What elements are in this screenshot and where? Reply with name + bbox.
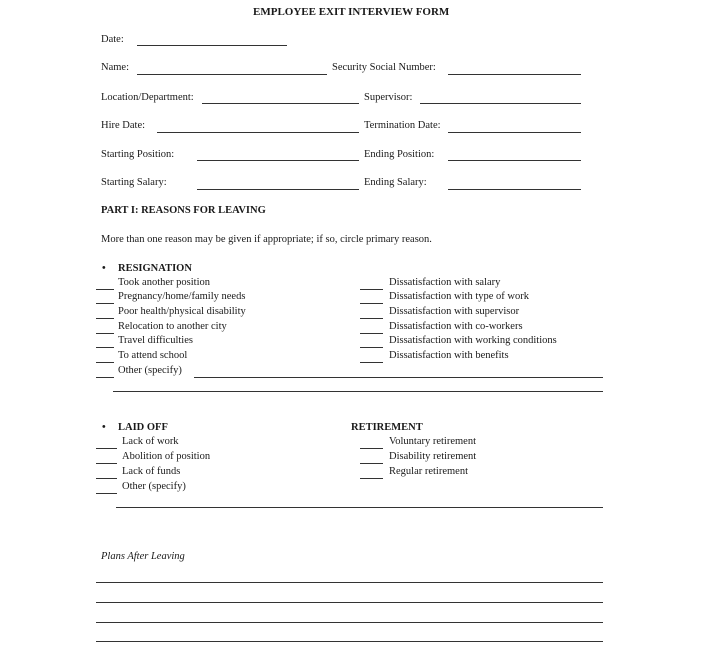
ssn-field[interactable] <box>448 74 581 75</box>
other-specify-field[interactable] <box>194 377 603 378</box>
supervisor-label: Supervisor: <box>364 92 413 103</box>
checkbox-line[interactable] <box>360 478 383 479</box>
list-item: Abolition of position <box>122 451 211 462</box>
checkbox-line[interactable] <box>360 289 383 290</box>
starting-position-label: Starting Position: <box>101 149 175 160</box>
list-item: Pregnancy/home/family needs <box>118 291 246 302</box>
checkbox-line[interactable] <box>96 493 117 494</box>
date-label: Date: <box>101 34 124 45</box>
list-item: Lack of work <box>122 436 179 447</box>
part1-heading: PART I: REASONS FOR LEAVING <box>101 205 266 216</box>
location-field[interactable] <box>202 103 359 104</box>
list-item: Dissatisfaction with supervisor <box>389 306 520 317</box>
starting-salary-field[interactable] <box>197 189 359 190</box>
bullet-icon: • <box>102 263 106 274</box>
date-field[interactable] <box>137 45 287 46</box>
starting-position-field[interactable] <box>197 160 359 161</box>
checkbox-line[interactable] <box>360 303 383 304</box>
ending-position-label: Ending Position: <box>364 149 435 160</box>
list-item: Travel difficulties <box>118 335 193 346</box>
hire-date-field[interactable] <box>157 132 359 133</box>
checkbox-line[interactable] <box>96 478 117 479</box>
list-item: Other (specify) <box>122 481 186 492</box>
retirement-heading: RETIREMENT <box>351 422 423 433</box>
list-item: Voluntary retirement <box>389 436 476 447</box>
supervisor-field[interactable] <box>420 103 581 104</box>
termination-date-label: Termination Date: <box>364 120 441 131</box>
list-item: Relocation to another city <box>118 321 227 332</box>
plans-line[interactable] <box>96 602 603 603</box>
checkbox-line[interactable] <box>96 347 114 348</box>
plans-line[interactable] <box>96 622 603 623</box>
laid-off-other-field[interactable] <box>116 507 603 508</box>
checkbox-line[interactable] <box>96 333 114 334</box>
list-item: Dissatisfaction with co-workers <box>389 321 523 332</box>
checkbox-line[interactable] <box>96 463 117 464</box>
list-item: Other (specify) <box>118 365 182 376</box>
list-item: Dissatisfaction with benefits <box>389 350 509 361</box>
list-item: Dissatisfaction with type of work <box>389 291 529 302</box>
checkbox-line[interactable] <box>96 448 117 449</box>
part1-instruction: More than one reason may be given if appropriate; if so, circle primary reason. <box>101 234 432 245</box>
resignation-heading: RESIGNATION <box>118 263 192 274</box>
ssn-label: Security Social Number: <box>332 62 436 73</box>
termination-date-field[interactable] <box>448 132 581 133</box>
list-item: Lack of funds <box>122 466 181 477</box>
ending-position-field[interactable] <box>448 160 581 161</box>
ending-salary-field[interactable] <box>448 189 581 190</box>
list-item: Regular retirement <box>389 466 469 477</box>
list-item: Took another position <box>118 277 211 288</box>
plans-line[interactable] <box>96 582 603 583</box>
checkbox-line[interactable] <box>360 347 383 348</box>
hire-date-label: Hire Date: <box>101 120 146 131</box>
checkbox-line[interactable] <box>360 463 383 464</box>
plans-heading: Plans After Leaving <box>101 551 185 562</box>
checkbox-line[interactable] <box>96 377 114 378</box>
checkbox-line[interactable] <box>360 362 383 363</box>
page-title: EMPLOYEE EXIT INTERVIEW FORM <box>253 6 450 18</box>
list-item: Poor health/physical disability <box>118 306 246 317</box>
name-field[interactable] <box>137 74 327 75</box>
other-specify-field-2[interactable] <box>113 391 603 392</box>
checkbox-line[interactable] <box>96 362 114 363</box>
list-item: To attend school <box>118 350 188 361</box>
bullet-icon: • <box>102 422 106 433</box>
location-label: Location/Department: <box>101 92 194 103</box>
ending-salary-label: Ending Salary: <box>364 177 427 188</box>
checkbox-line[interactable] <box>96 289 114 290</box>
name-label: Name: <box>101 62 129 73</box>
plans-line[interactable] <box>96 641 603 642</box>
list-item: Disability retirement <box>389 451 477 462</box>
checkbox-line[interactable] <box>360 448 383 449</box>
checkbox-line[interactable] <box>360 318 383 319</box>
list-item: Dissatisfaction with salary <box>389 277 501 288</box>
checkbox-line[interactable] <box>96 303 114 304</box>
starting-salary-label: Starting Salary: <box>101 177 167 188</box>
list-item: Dissatisfaction with working conditions <box>389 335 557 346</box>
checkbox-line[interactable] <box>96 318 114 319</box>
checkbox-line[interactable] <box>360 333 383 334</box>
laid-off-heading: LAID OFF <box>118 422 168 433</box>
